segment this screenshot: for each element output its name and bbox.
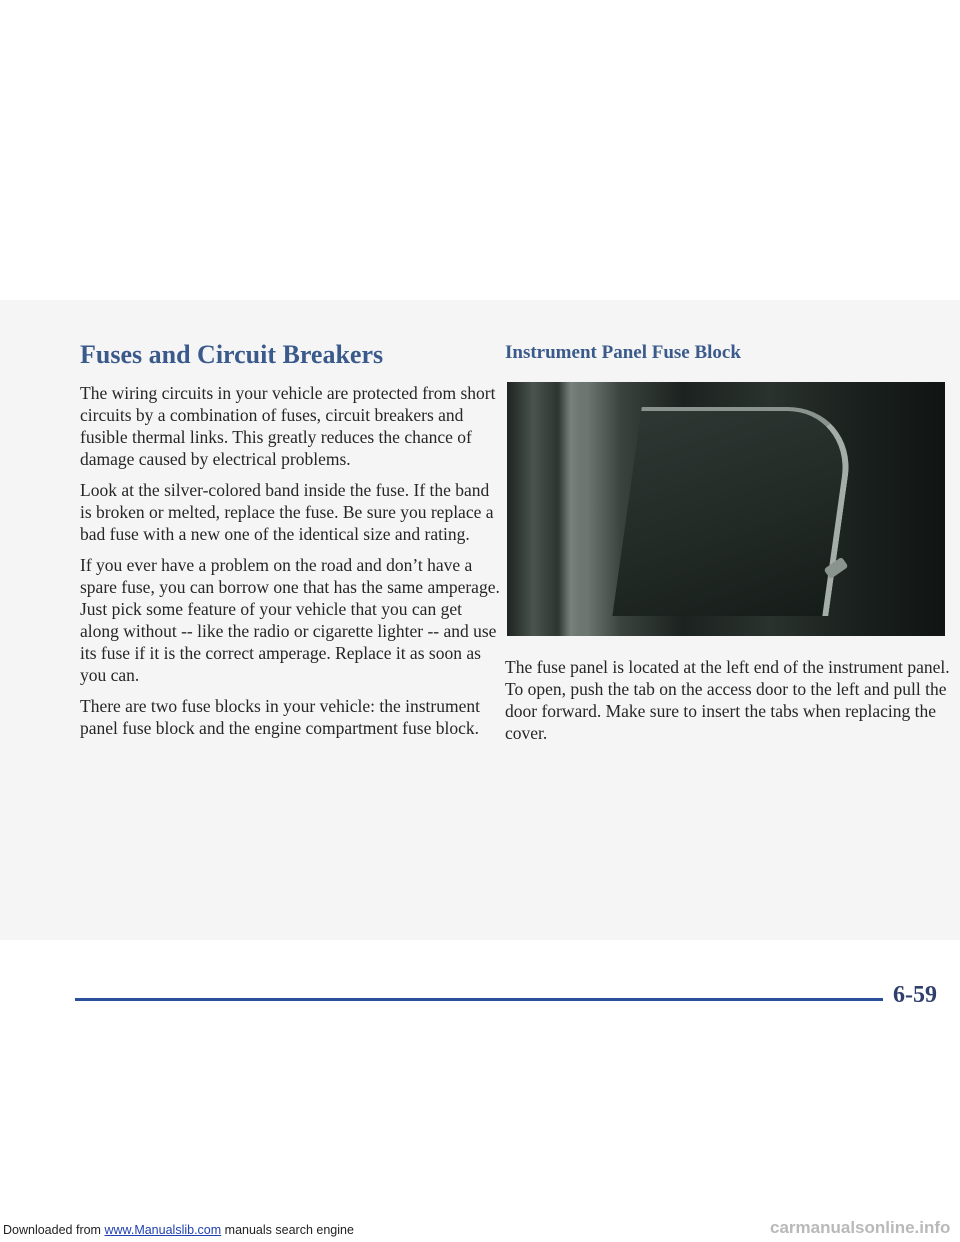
paragraph-3: If you ever have a problem on the road and don’t have a spare fuse, you can borrow one that has the same amperage. Just pick some feature of your vehicle that you can get along without -- like the radio or cigarette lighter -- and use its fuse if it is the correct amperage. Replace it as soon as you can. <box>80 555 500 685</box>
right-column <box>505 340 960 753</box>
footer-suffix: manuals search engine <box>224 1223 354 1237</box>
fuse-panel-description: The fuse panel is located at the left end of the instrument panel. To open, push the tab on the access door to the left and pull the door forward. Make sure to insert the tabs when replacing the cover. <box>505 657 950 743</box>
paragraph-2: Look at the silver-colored band inside the fuse. If the band is broken or melted, replace the fuse. Be sure you replace a bad fuse with a new one of the identical size and rating. <box>80 480 494 544</box>
subsection-title: Instrument Panel Fuse Block <box>505 342 741 363</box>
left-column <box>80 340 500 748</box>
photo-highlight <box>557 382 585 636</box>
download-footer <box>3 1223 354 1237</box>
section-title: Fuses and Circuit Breakers <box>80 340 384 369</box>
page-number: 6-59 <box>893 982 937 1008</box>
watermark: carmanualsonline.info <box>770 1218 951 1237</box>
footer-rule <box>75 998 883 1001</box>
manualslib-link[interactable]: www.Manualslib.com <box>104 1223 222 1237</box>
paragraph-1: The wiring circuits in your vehicle are protected from short circuits by a combination of fuses, circuit breakers and fusible thermal links. This greatly reduces the chance of damage caused by electrical problems. <box>80 383 496 469</box>
fuse-panel-photo <box>507 382 945 636</box>
access-door <box>612 407 857 616</box>
paragraph-4: There are two fuse blocks in your vehicle: the instrument panel fuse block and the engine compartment fuse block. <box>80 696 480 738</box>
footer-prefix: Downloaded from <box>3 1223 101 1237</box>
